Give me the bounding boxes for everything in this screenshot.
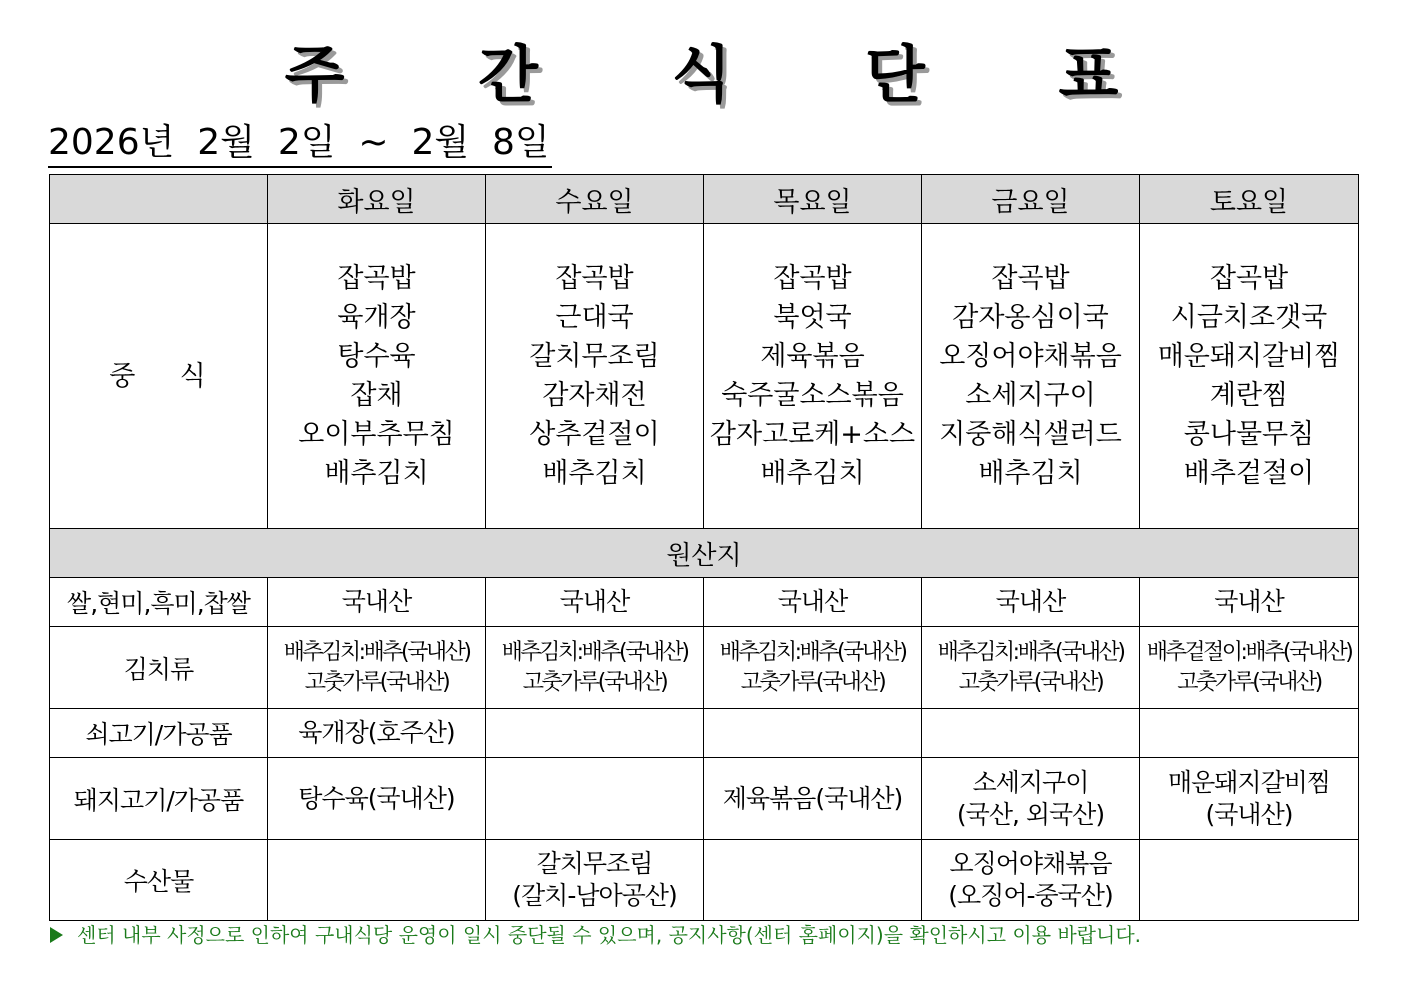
play-arrow-icon	[50, 927, 63, 943]
origin-category: 돼지고기/가공품	[50, 758, 268, 840]
menu-item: 갈치무조림	[529, 341, 660, 372]
day-header: 토요일	[1140, 175, 1359, 224]
menu-item: 시금치조갯국	[1170, 302, 1328, 333]
menu-item: 소세지구이	[965, 380, 1096, 411]
menu-item: 배추김치	[542, 458, 647, 489]
notice-text: 센터 내부 사정으로 인하여 구내식당 운영이 일시 중단될 수 있으며, 공지사항(센터 홈페이지)을 확인하시고 이용 바랍니다.	[77, 923, 1142, 947]
menu-item: 계란찜	[1209, 380, 1289, 411]
origin-cell	[922, 578, 1140, 627]
weekly-menu-table	[49, 174, 1359, 921]
origin-text: 국내산	[1214, 587, 1284, 616]
origin-row	[50, 578, 1359, 627]
origin-cell	[486, 627, 704, 709]
origin-cell	[922, 758, 1140, 840]
menu-item: 잡곡밥	[337, 263, 416, 294]
origin-cell	[704, 578, 922, 627]
menu-item: 잡곡밥	[773, 263, 852, 294]
origin-text: 매운돼지갈비찜	[1167, 767, 1331, 797]
day-header-row	[50, 175, 1359, 224]
day-header: 수요일	[486, 175, 704, 224]
origin-text: 국내산	[777, 587, 848, 616]
origin-cell	[1140, 578, 1359, 627]
page-title: 주 간 식 단 표	[284, 38, 1175, 111]
origin-category: 쌀,현미,흑미,찹쌀	[50, 578, 268, 627]
menu-item: 배추겉절이	[1183, 458, 1315, 489]
menu-item: 제육볶음	[760, 341, 865, 372]
origin-text: 국내산	[341, 587, 412, 616]
origin-text: 배추겉절이:배추(국내산)	[1146, 639, 1352, 665]
origin-text: 배추김치:배추(국내산)	[283, 639, 470, 665]
origin-cell	[1140, 627, 1359, 709]
origin-row	[50, 627, 1359, 709]
origin-cell	[268, 578, 486, 627]
corner-cell	[50, 175, 268, 224]
origin-row	[50, 709, 1359, 758]
origin-cell	[704, 709, 922, 758]
menu-item: 근대국	[555, 302, 634, 333]
origin-text: 배추김치:배추(국내산)	[719, 639, 906, 665]
lunch-menu-cell	[268, 224, 486, 529]
origin-category: 김치류	[50, 627, 268, 709]
lunch-label-cell	[50, 224, 268, 529]
lunch-menu-cell	[922, 224, 1140, 529]
menu-item: 배추김치	[978, 458, 1083, 489]
origin-text: (국내산)	[1205, 799, 1293, 829]
menu-item: 잡채	[350, 380, 403, 411]
menu-item: 잡곡밥	[991, 263, 1070, 294]
origin-cell	[1140, 758, 1359, 840]
lunch-menu-cell	[1140, 224, 1359, 529]
menu-item: 감자고로케+소스	[709, 419, 916, 450]
menu-item: 콩나물무침	[1183, 419, 1315, 450]
origin-header-row	[50, 529, 1359, 578]
origin-cell	[704, 758, 922, 840]
origin-text: 국내산	[995, 587, 1066, 616]
origin-text: (갈치-남아공산)	[512, 881, 677, 910]
menu-item: 감자채전	[542, 380, 647, 411]
origin-cell	[268, 758, 486, 840]
menu-item: 육개장	[337, 302, 416, 333]
notice	[50, 921, 1141, 949]
origin-category: 수산물	[50, 840, 268, 921]
menu-item: 잡곡밥	[1209, 263, 1289, 294]
origin-cell	[922, 627, 1140, 709]
origin-row	[50, 840, 1359, 921]
menu-item: 상추겉절이	[529, 419, 660, 450]
origin-text: 배추김치:배추(국내산)	[501, 639, 688, 665]
origin-text: 고춧가루(국내산)	[740, 669, 885, 695]
origin-text: 고춧가루(국내산)	[304, 669, 449, 695]
origin-text: (오징어-중국산)	[948, 881, 1113, 910]
origin-row	[50, 758, 1359, 840]
menu-item: 잡곡밥	[555, 263, 634, 294]
origin-text: 고춧가루(국내산)	[522, 669, 667, 695]
menu-item: 오징어야채볶음	[939, 341, 1122, 372]
menu-item: 매운돼지갈비찜	[1157, 341, 1341, 372]
origin-cell	[486, 709, 704, 758]
origin-text: 배추김치:배추(국내산)	[937, 639, 1124, 665]
origin-text: 소세지구이	[972, 767, 1089, 797]
origin-text: 제육볶음(국내산)	[722, 783, 903, 813]
origin-text: 갈치무조림	[536, 849, 653, 878]
origin-cell	[268, 709, 486, 758]
menu-item: 지중해식샐러드	[939, 419, 1122, 450]
day-header: 화요일	[268, 175, 486, 224]
origin-cell	[1140, 709, 1359, 758]
origin-text: 고춧가루(국내산)	[958, 669, 1103, 695]
origin-cell	[704, 840, 922, 921]
origin-cell	[486, 758, 704, 840]
lunch-menu-cell	[704, 224, 922, 529]
origin-text: 국내산	[559, 587, 630, 616]
origin-category: 쇠고기/가공품	[50, 709, 268, 758]
origin-cell	[268, 840, 486, 921]
origin-header: 원산지	[50, 529, 1359, 578]
menu-item: 탕수육	[337, 341, 416, 372]
origin-cell	[922, 840, 1140, 921]
origin-cell	[1140, 840, 1359, 921]
origin-text: 탕수육(국내산)	[298, 783, 455, 813]
origin-cell	[268, 627, 486, 709]
date-range: 2026년 2월 2일 ~ 2월 8일	[48, 122, 552, 168]
origin-text: (국산, 외국산)	[956, 799, 1105, 829]
menu-item: 북엇국	[773, 302, 852, 333]
menu-item: 숙주굴소스볶음	[721, 380, 904, 411]
origin-text: 고춧가루(국내산)	[1177, 669, 1321, 695]
origin-cell	[704, 627, 922, 709]
menu-item: 감자옹심이국	[952, 302, 1109, 333]
origin-text: 오징어야채볶음	[949, 849, 1112, 878]
origin-text: 육개장(호주산)	[298, 718, 455, 747]
day-header: 금요일	[922, 175, 1140, 224]
menu-item: 배추김치	[324, 458, 429, 489]
day-header: 목요일	[704, 175, 922, 224]
menu-item: 오이부추무침	[298, 419, 455, 450]
origin-cell	[486, 840, 704, 921]
origin-cell	[486, 578, 704, 627]
lunch-label: 중 식	[109, 360, 208, 392]
menu-item: 배추김치	[760, 458, 865, 489]
lunch-menu-cell	[486, 224, 704, 529]
origin-cell	[922, 709, 1140, 758]
lunch-row	[50, 224, 1359, 529]
